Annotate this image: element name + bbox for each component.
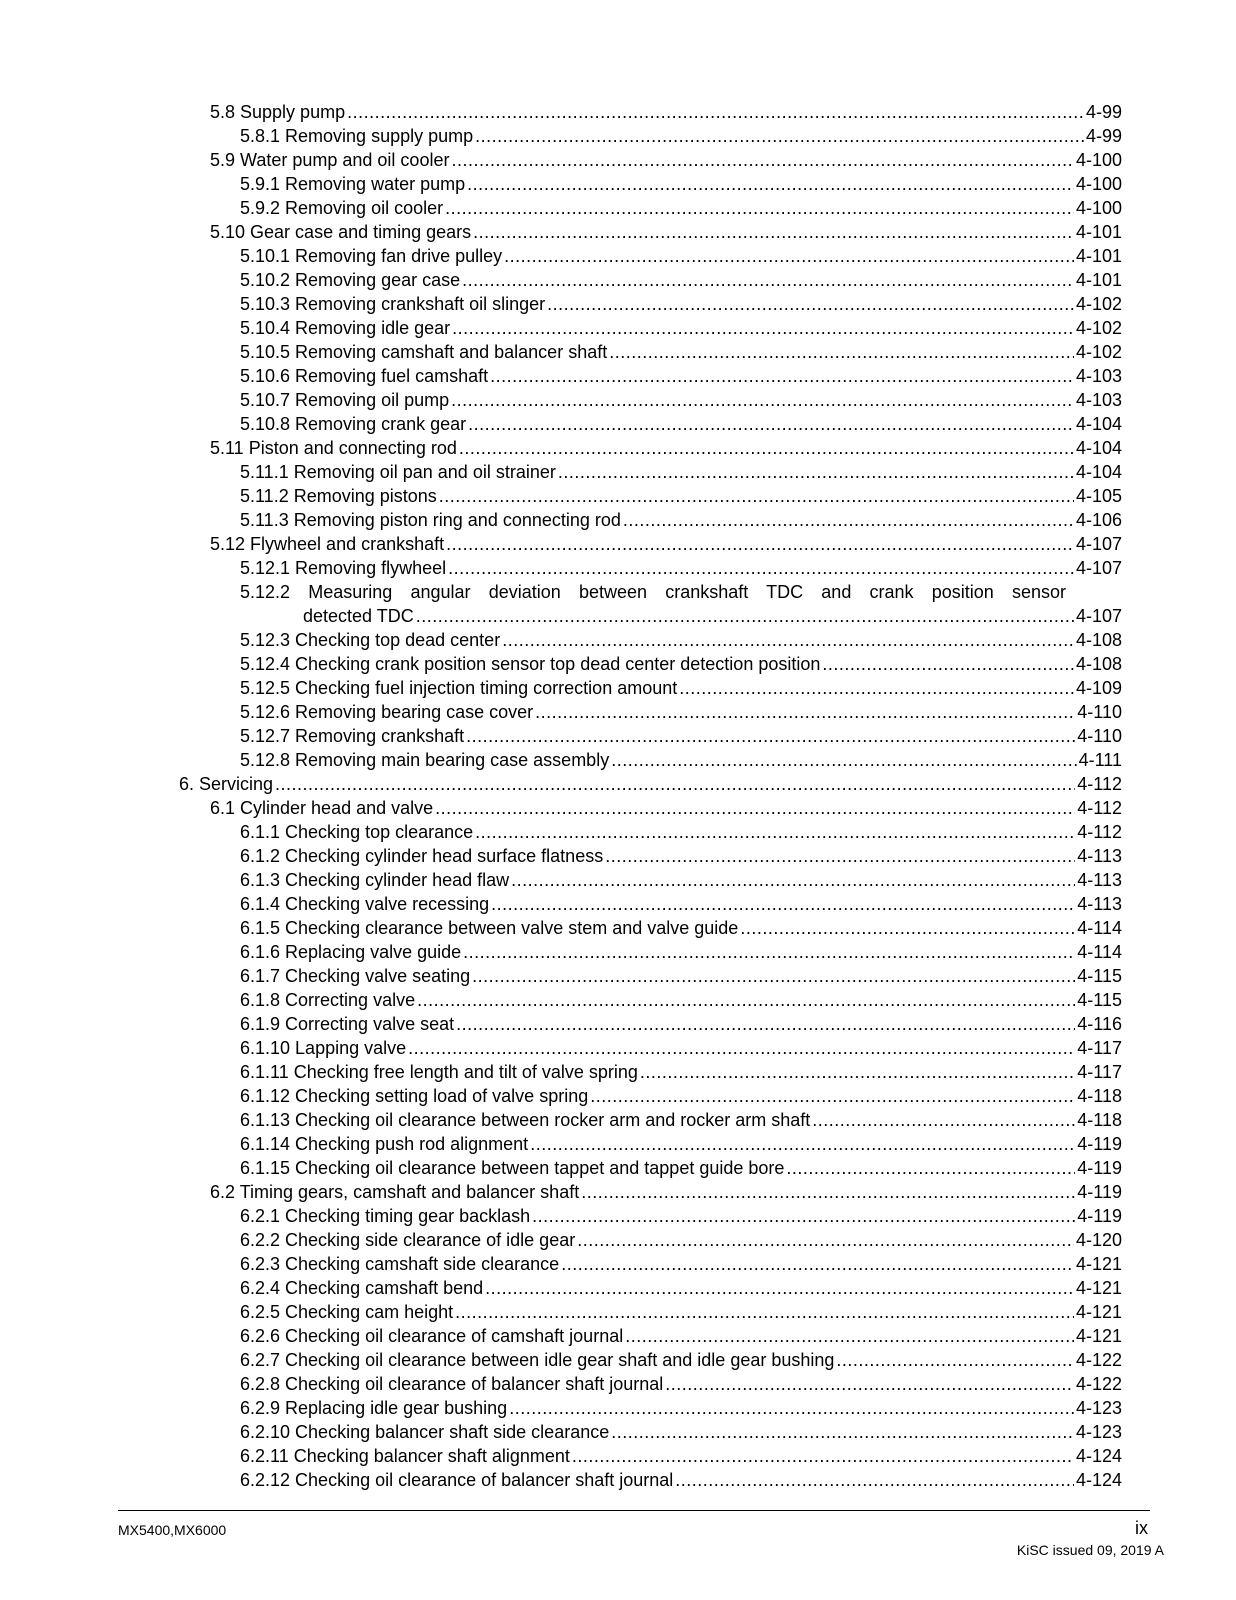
toc-entry-page: 4-112 [1077, 822, 1122, 842]
leader-dots [459, 436, 1074, 460]
toc-entry-page: 4-113 [1077, 870, 1122, 890]
toc-entry[interactable] [240, 1300, 1122, 1324]
toc-entry-title: 5.12.3 Checking top dead center [240, 630, 501, 650]
leader-dots [408, 1036, 1075, 1060]
toc-section[interactable] [210, 220, 1122, 244]
toc-entry-title: 6.1.7 Checking valve seating [240, 966, 471, 986]
toc-entry[interactable] [240, 676, 1122, 700]
toc-entry-title: 6.2.10 Checking balancer shaft side clearance [240, 1422, 610, 1442]
toc-entry-title: 6.1.3 Checking cylinder head flaw [240, 870, 510, 890]
toc-entry-page: 4-119 [1077, 1158, 1122, 1178]
toc-entry[interactable] [240, 1324, 1122, 1348]
toc-entry-title: 6.1.10 Lapping valve [240, 1038, 407, 1058]
leader-dots [665, 1372, 1074, 1396]
leader-dots [812, 1108, 1075, 1132]
toc-entry-title: 5.8.1 Removing supply pump [240, 126, 474, 146]
toc-entry-page: 4-100 [1075, 150, 1122, 170]
toc-entry-title: 6.1.6 Replacing valve guide [240, 942, 462, 962]
toc-entry[interactable] [240, 1036, 1122, 1060]
toc-entry[interactable] [240, 724, 1122, 748]
toc-entry-title: 6.1 Cylinder head and valve [210, 798, 434, 818]
toc-entry-page: 4-115 [1077, 990, 1122, 1010]
leader-dots [462, 268, 1074, 292]
leader-dots [467, 172, 1074, 196]
leader-dots [822, 652, 1074, 676]
toc-entry-page: 4-112 [1077, 774, 1122, 794]
toc-entry[interactable] [240, 1228, 1122, 1252]
toc-entry-title: 6.1.9 Correcting valve seat [240, 1014, 455, 1034]
toc-entry-title: 6.2.2 Checking side clearance of idle gear [240, 1230, 576, 1250]
toc-entry-title: 6.2.7 Checking oil clearance between idle gear shaft and idle gear bushing [240, 1350, 835, 1370]
toc-entry-title: 5.11 Piston and connecting rod [210, 438, 457, 458]
leader-dots [786, 1156, 1075, 1180]
toc-section[interactable] [210, 796, 1122, 820]
toc-entry-title: 6.1.4 Checking valve recessing [240, 894, 490, 914]
leader-dots [623, 508, 1074, 532]
toc-entry-page: 4-119 [1077, 1134, 1122, 1154]
toc-entry-page: 4-103 [1075, 366, 1122, 386]
toc-entry-page: 4-110 [1077, 702, 1122, 722]
leader-dots [435, 796, 1075, 820]
toc-entry[interactable] [240, 124, 1122, 148]
toc-entry-page: 4-100 [1075, 174, 1122, 194]
toc-entry-page: 4-110 [1077, 726, 1122, 746]
leader-dots [468, 412, 1074, 436]
toc-entry[interactable] [240, 1372, 1122, 1396]
toc-entry[interactable] [240, 1444, 1122, 1468]
toc-entry-title: 6.1.13 Checking oil clearance between rocker arm and rocker arm shaft [240, 1110, 811, 1130]
toc-entry[interactable] [240, 268, 1122, 292]
leader-dots [572, 1444, 1074, 1468]
toc-entry-page: 4-121 [1075, 1278, 1122, 1298]
leader-dots [451, 148, 1073, 172]
leader-dots [625, 1324, 1074, 1348]
toc-entry-page: 4-104 [1075, 462, 1122, 482]
toc-entry-title: 5.12.5 Checking fuel injection timing correction amount [240, 678, 678, 698]
toc-entry-page: 4-113 [1077, 894, 1122, 914]
toc-entry[interactable] [240, 892, 1122, 916]
toc-entry-title: 5.12.2 Measuring angular deviation between crankshaft TDC and crank position sensor [240, 582, 1066, 602]
toc-entry-page: 4-118 [1077, 1110, 1122, 1130]
toc-section[interactable] [210, 148, 1122, 172]
leader-dots [532, 1204, 1075, 1228]
leader-dots [611, 748, 1076, 772]
toc-entry-page: 4-121 [1075, 1302, 1122, 1322]
toc-entry[interactable] [240, 820, 1122, 844]
toc-entry-page: 4-122 [1075, 1350, 1122, 1370]
toc-entry-title: 5.12.6 Removing bearing case cover [240, 702, 534, 722]
toc-entry-page: 4-101 [1075, 270, 1122, 290]
toc-entry-title: 5.9 Water pump and oil cooler [210, 150, 450, 170]
toc-entry-page: 4-106 [1075, 510, 1122, 530]
toc-entry-page: 4-99 [1085, 126, 1122, 146]
toc-entry-title: 5.12.1 Removing flywheel [240, 558, 447, 578]
toc-entry-page: 4-100 [1075, 198, 1122, 218]
leader-dots [463, 940, 1075, 964]
toc-entry[interactable] [240, 652, 1122, 676]
leader-dots [416, 604, 1074, 628]
toc-entry-title: 6.1.8 Correcting valve [240, 990, 416, 1010]
toc-entry-page: 4-102 [1075, 294, 1122, 314]
toc-entry[interactable] [240, 1108, 1122, 1132]
toc-entry-page: 4-109 [1075, 678, 1122, 698]
toc-entry-title: 5.12.4 Checking crank position sensor top dead center detection position [240, 654, 821, 674]
toc-entry-title: 5.10 Gear case and timing gears [210, 222, 472, 242]
toc-entry[interactable] [240, 412, 1122, 436]
toc-entry-title: 5.10.8 Removing crank gear [240, 414, 467, 434]
toc-entry-title: 5.8 Supply pump [210, 102, 346, 122]
toc-entry[interactable] [240, 316, 1122, 340]
toc-entry-page: 4-117 [1077, 1038, 1122, 1058]
toc-entry[interactable] [240, 556, 1122, 580]
toc-entry[interactable] [240, 364, 1122, 388]
toc-entry[interactable] [240, 244, 1122, 268]
table-of-contents [0, 100, 1236, 1492]
toc-entry[interactable] [240, 1420, 1122, 1444]
leader-dots [455, 1300, 1074, 1324]
leader-dots [530, 1132, 1075, 1156]
leader-dots [490, 364, 1074, 388]
leader-dots [740, 916, 1075, 940]
leader-dots [611, 1420, 1074, 1444]
toc-section[interactable] [210, 100, 1122, 124]
toc-entry-title: 5.9.1 Removing water pump [240, 174, 466, 194]
leader-dots [452, 316, 1074, 340]
toc-entry-title: 6.1.12 Checking setting load of valve spring [240, 1086, 589, 1106]
toc-entry[interactable] [240, 340, 1122, 364]
leader-dots [491, 892, 1075, 916]
toc-entry-title: 5.10.7 Removing oil pump [240, 390, 450, 410]
toc-entry-title: 6.2.4 Checking camshaft bend [240, 1278, 484, 1298]
toc-entry[interactable] [240, 580, 1066, 604]
toc-entry[interactable] [240, 1132, 1122, 1156]
toc-entry-page: 4-107 [1075, 534, 1122, 554]
toc-entry[interactable] [240, 988, 1122, 1012]
leader-dots [456, 1012, 1075, 1036]
toc-chapter[interactable] [179, 772, 1122, 796]
toc-entry[interactable] [240, 172, 1122, 196]
toc-entry-title: 6.2.11 Checking balancer shaft alignment [240, 1446, 570, 1466]
leader-dots [347, 100, 1084, 124]
toc-entry[interactable] [240, 1468, 1122, 1492]
toc-entry[interactable] [240, 700, 1122, 724]
leader-dots [472, 964, 1075, 988]
leader-dots [475, 124, 1084, 148]
toc-entry-title: 6.1.5 Checking clearance between valve stem and valve guide [240, 918, 739, 938]
toc-section[interactable] [210, 1180, 1122, 1204]
toc-entry[interactable] [240, 1156, 1122, 1180]
toc-entry-page: 4-119 [1077, 1206, 1122, 1226]
toc-entry[interactable] [240, 1012, 1122, 1036]
toc-entry-title: 5.11.3 Removing piston ring and connecting rod [240, 510, 621, 530]
toc-entry-page: 4-108 [1075, 654, 1122, 674]
toc-entry-page: 4-102 [1075, 318, 1122, 338]
toc-entry-page: 4-124 [1075, 1446, 1122, 1466]
toc-entry[interactable] [240, 868, 1122, 892]
footer-issued: KiSC issued 09, 2019 A [1016, 1542, 1164, 1558]
toc-entry-title: 6.2.9 Replacing idle gear bushing [240, 1398, 508, 1418]
toc-entry-title: 5.12.8 Removing main bearing case assembly [240, 750, 610, 770]
toc-entry-page: 4-116 [1077, 1014, 1122, 1034]
leader-dots [577, 1228, 1074, 1252]
toc-entry-title: 6.2.8 Checking oil clearance of balancer shaft journal [240, 1374, 664, 1394]
toc-entry[interactable] [240, 964, 1122, 988]
toc-entry-title: 6.1.11 Checking free length and tilt of valve spring [240, 1062, 638, 1082]
toc-entry[interactable] [240, 1252, 1122, 1276]
toc-entry-page: 4-121 [1075, 1326, 1122, 1346]
toc-entry[interactable] [240, 1060, 1122, 1084]
toc-entry-page: 4-101 [1075, 222, 1122, 242]
toc-section[interactable] [210, 436, 1122, 460]
toc-entry-title: 6.2.5 Checking cam height [240, 1302, 454, 1322]
leader-dots [473, 220, 1074, 244]
toc-entry-page: 4-124 [1075, 1470, 1122, 1490]
leader-dots [446, 532, 1074, 556]
footer-page-number: ix [1135, 1518, 1148, 1538]
leader-dots [448, 556, 1074, 580]
footer-model: MX5400,MX6000 [118, 1522, 227, 1538]
leader-dots [445, 196, 1074, 220]
toc-entry-title: 5.10.1 Removing fan drive pulley [240, 246, 503, 266]
toc-entry-title: 5.10.4 Removing idle gear [240, 318, 451, 338]
toc-entry-title: 6.1.14 Checking push rod alignment [240, 1134, 529, 1154]
toc-entry-title: 6.1.15 Checking oil clearance between tappet and tappet guide bore [240, 1158, 785, 1178]
toc-entry-continuation[interactable] [303, 604, 1122, 628]
leader-dots [485, 1276, 1074, 1300]
leader-dots [509, 1396, 1074, 1420]
leader-dots [502, 628, 1074, 652]
toc-entry-page: 4-101 [1075, 246, 1122, 266]
toc-entry-page: 4-117 [1077, 1062, 1122, 1082]
toc-entry[interactable] [240, 748, 1122, 772]
toc-entry-page: 4-111 [1078, 750, 1122, 770]
toc-entry-page: 4-108 [1075, 630, 1122, 650]
toc-entry[interactable] [240, 1276, 1122, 1300]
toc-entry-page: 4-113 [1077, 846, 1122, 866]
toc-entry-title: 6.1.2 Checking cylinder head surface flatness [240, 846, 604, 866]
toc-entry-title: 5.11.2 Removing pistons [240, 486, 437, 506]
toc-entry-page: 4-120 [1075, 1230, 1122, 1250]
toc-section[interactable] [210, 532, 1122, 556]
leader-dots [581, 1180, 1075, 1204]
toc-entry-title: 6.2.12 Checking oil clearance of balancer shaft journal [240, 1470, 674, 1490]
toc-entry-page: 4-105 [1075, 486, 1122, 506]
toc-entry[interactable] [240, 1084, 1122, 1108]
toc-entry-page: 4-104 [1075, 438, 1122, 458]
toc-entry[interactable] [240, 484, 1122, 508]
leader-dots [547, 292, 1074, 316]
leader-dots [451, 388, 1074, 412]
leader-dots [466, 724, 1075, 748]
toc-entry-page: 4-123 [1075, 1398, 1122, 1418]
leader-dots [475, 820, 1075, 844]
leader-dots [558, 460, 1074, 484]
toc-entry-page: 4-102 [1075, 342, 1122, 362]
toc-entry-page: 4-121 [1075, 1254, 1122, 1274]
leader-dots [679, 676, 1074, 700]
toc-entry-title: 6.2.6 Checking oil clearance of camshaft journal [240, 1326, 624, 1346]
toc-entry[interactable] [240, 916, 1122, 940]
toc-entry-page: 4-114 [1077, 918, 1122, 938]
toc-entry-title: 5.11.1 Removing oil pan and oil strainer [240, 462, 556, 482]
leader-dots [590, 1084, 1075, 1108]
toc-entry[interactable] [240, 196, 1122, 220]
toc-entry[interactable] [240, 1204, 1122, 1228]
toc-entry-title: 5.10.3 Removing crankshaft oil slinger [240, 294, 546, 314]
toc-entry-page: 4-115 [1077, 966, 1122, 986]
footer-divider [118, 1510, 1150, 1511]
toc-entry[interactable] [240, 1396, 1122, 1420]
toc-entry[interactable] [240, 628, 1122, 652]
toc-entry-title: 5.10.6 Removing fuel camshaft [240, 366, 489, 386]
toc-entry[interactable] [240, 844, 1122, 868]
leader-dots [439, 484, 1074, 508]
toc-entry-page: 4-114 [1077, 942, 1122, 962]
toc-entry-page: 4-123 [1075, 1422, 1122, 1442]
toc-entry-page: 4-112 [1077, 798, 1122, 818]
toc-entry-page: 4-99 [1085, 102, 1122, 122]
toc-entry-title: 5.12.7 Removing crankshaft [240, 726, 465, 746]
leader-dots [275, 772, 1075, 796]
leader-dots [504, 244, 1074, 268]
toc-entry[interactable] [240, 460, 1122, 484]
toc-entry-page: 4-118 [1077, 1086, 1122, 1106]
toc-entry-title: 6.1.1 Checking top clearance [240, 822, 474, 842]
leader-dots [561, 1252, 1074, 1276]
leader-dots [605, 844, 1075, 868]
leader-dots [535, 700, 1075, 724]
leader-dots [836, 1348, 1074, 1372]
toc-entry[interactable] [240, 388, 1122, 412]
toc-entry[interactable] [240, 1348, 1122, 1372]
leader-dots [511, 868, 1075, 892]
toc-entry-title: 6. Servicing [179, 774, 274, 794]
leader-dots [417, 988, 1075, 1012]
toc-entry-title: 5.9.2 Removing oil cooler [240, 198, 444, 218]
toc-entry-page: 4-122 [1075, 1374, 1122, 1394]
leader-dots [675, 1468, 1074, 1492]
toc-entry-page: 4-104 [1075, 414, 1122, 434]
toc-entry-title: 6.2.1 Checking timing gear backlash [240, 1206, 531, 1226]
leader-dots [640, 1060, 1075, 1084]
toc-entry-page: 4-107 [1075, 606, 1122, 626]
toc-entry[interactable] [240, 508, 1122, 532]
leader-dots [609, 340, 1074, 364]
toc-entry-title: 5.10.5 Removing camshaft and balancer shaft [240, 342, 608, 362]
toc-entry-title: 5.12 Flywheel and crankshaft [210, 534, 445, 554]
toc-entry-title: 6.2.3 Checking camshaft side clearance [240, 1254, 560, 1274]
toc-entry[interactable] [240, 292, 1122, 316]
toc-entry-page: 4-103 [1075, 390, 1122, 410]
toc-entry[interactable] [240, 940, 1122, 964]
toc-entry-title-continued: detected TDC [303, 606, 414, 626]
toc-entry-page: 4-119 [1077, 1182, 1122, 1202]
toc-entry-page: 4-107 [1075, 558, 1122, 578]
toc-entry-title: 5.10.2 Removing gear case [240, 270, 461, 290]
toc-entry-title: 6.2 Timing gears, camshaft and balancer shaft [210, 1182, 580, 1202]
